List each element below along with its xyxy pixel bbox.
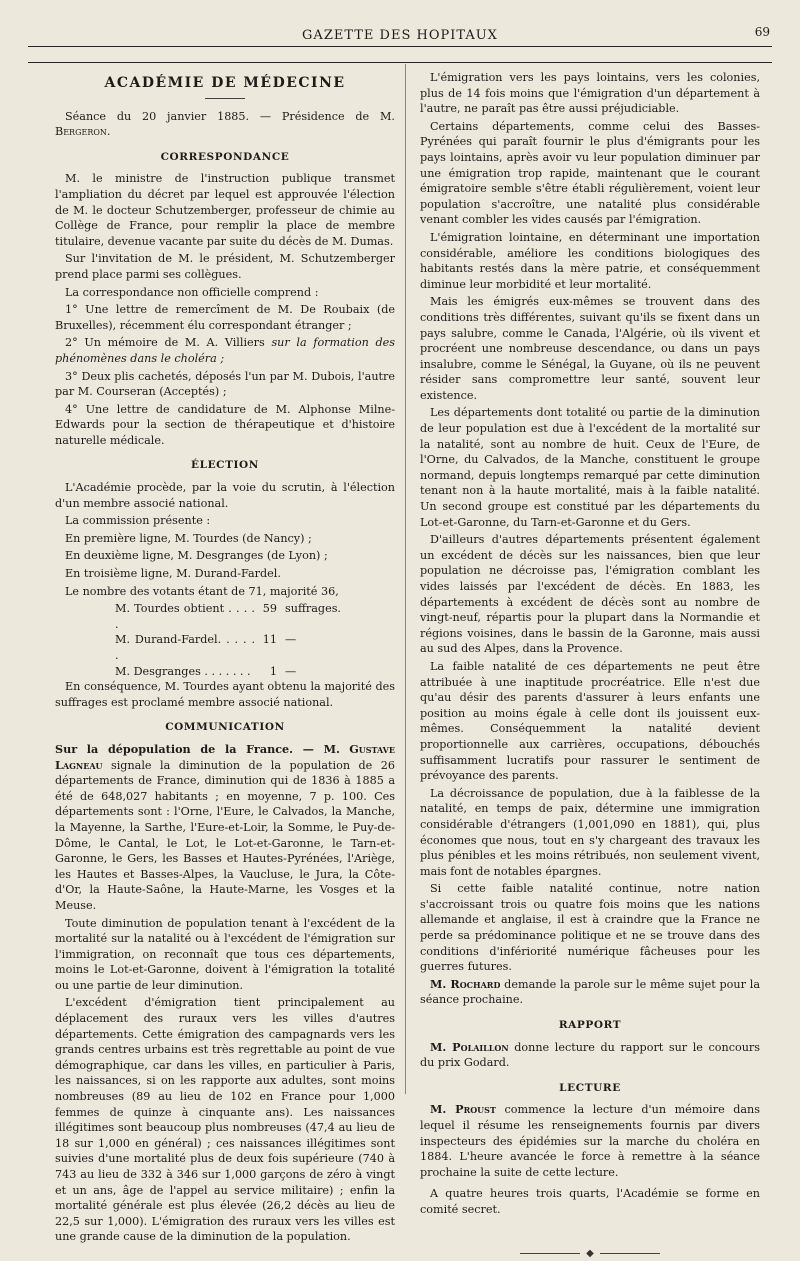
communication-paragraph-1: [55, 742, 395, 914]
corr-paragraph-3: La correspondance non officielle comprend :: [65, 285, 319, 299]
election-paragraph-1: L'Académie procède, par la voie du scrutin, à l'élection d'un membre associé national.: [55, 481, 395, 510]
election-heading: ÉLECTION: [190, 459, 259, 472]
corr-item-2: [55, 335, 395, 366]
proust-text: commence la lecture d'un mémoire dans lequel il résume les renseignements fournis par divers inspecteurs des épidémies sur la marche du choléra en 1884. L'heure avancée le force à remettre à la séance prochaine la suite de cette lecture.: [420, 1103, 761, 1179]
right-paragraph-5: Les départements dont totalité ou partie de la diminution de leur population est due à l'excédent de la mortalité sur la natalité, sont au nombre de huit. Ceux de l'Eure, de l'Orne, du Calvados, de la Manche, constituent le groupe normand, depuis longtemps remarqué par cette diminution tenant non à la haute mortalité, mais à la faible natalité. Un second groupe est constitué par les départements du Lot-et-Garonne, du Tarn-et-Garonne et du Gers.: [420, 406, 760, 529]
polaillon-name: M. Polaillon: [430, 1039, 509, 1054]
session-prefix: Séance du 20 janvier 1885. — Présidence de M.: [65, 109, 395, 123]
right-column: [420, 70, 760, 1261]
vote-label: —: [285, 664, 297, 678]
right-paragraph-4: Mais les émigrés eux-mêmes se trouvent dans des conditions très différentes, suivant qu'ils se fixent dans un pays salubre, comme le Canada, l'Algérie, où ils vivent et procréent une nombreuse descendance, ou dans un pays insalubre, comme le Sénégal, la Guyane, où ils ne peuvent résider sans compromettre leur santé, souvent leur existence.: [420, 295, 760, 402]
vote-name: M. Tourdes obtient . . . . .: [115, 602, 255, 631]
header-rule-secondary: [28, 62, 772, 63]
communication-paragraph-2: Toute diminution de population tenant à l'excédent de la mortalité sur la natalité ou à l'excédent de l'émigration sur l'immigration, on reconnaît que tous ces départements, moins le Lot-et-Garonne, doivent à l'émigration la totalité ou une partie de leur diminution.: [55, 916, 395, 992]
corr-item-1: 1° Une lettre de remercîment de M. De Roubaix (de Bruxelles), récemment élu correspondant étranger ;: [55, 303, 395, 332]
rochard-paragraph: [420, 977, 760, 1008]
vote-row: [115, 601, 395, 632]
corr-paragraph-2: Sur l'invitation de M. le président, M. Schutzemberger prend place parmi ses collègues.: [55, 252, 395, 281]
communication-author: Gustave Lagneau: [55, 741, 395, 772]
section-title: ACADÉMIE DE MÉDECINE: [104, 75, 346, 91]
session-line: Séance du 20 janvier 1885. — Présidence de M. Bergeron.: [55, 109, 395, 139]
rapport-heading: RAPPORT: [558, 1019, 622, 1032]
session-president: Bergeron: [55, 125, 107, 139]
vote-label: —: [285, 633, 297, 647]
proust-name: M. Proust: [430, 1102, 496, 1117]
communication-lead: Sur la dépopulation de la France. — M.: [55, 741, 340, 756]
closing-paragraph: A quatre heures trois quarts, l'Académie se forme en comité secret.: [420, 1187, 760, 1216]
proust-paragraph: [420, 1102, 760, 1180]
polaillon-paragraph: [420, 1040, 760, 1071]
correspondance-heading: CORRESPONDANCE: [160, 150, 290, 163]
election-line-2: En deuxième ligne, M. Desgranges (de Lyon) ;: [65, 549, 328, 563]
election-paragraph-2: La commission présente :: [65, 514, 211, 528]
end-ornament: ◆: [420, 1246, 760, 1261]
right-paragraph-7: La faible natalité de ces départements ne peut être attribuée à une inaptitude procréatrice. Elle n'est due qu'au désir des parents d'assurer à leurs enfants une position au moins égale à celle dont ils jouissent eux-mêmes. Conséquemment la natalité devient proportionnelle aux carrières, occupations, débouchés suffisamment lucratifs pour rassurer le sentiment de prévoyance des parents.: [420, 659, 760, 783]
right-paragraph-3: L'émigration lointaine, en déterminant une importation considérable, améliore les conditions biologiques des habitants restés dans la mère patrie, et conséquemment diminue leur morbidité et leur mortalité.: [420, 230, 760, 291]
right-paragraph-2: Certains départements, comme celui des Basses-Pyrénées qui paraît fournir le plus d'émigrants pour les pays lointains, après avoir vu leur population diminuer par une émigration trop rapide, maintenant que le courant émigratoire semble s'être établi régulièrement, voient leur population s'accroître, une natalité plus considérable venant combler les vides causés par l'émigration.: [420, 119, 760, 227]
vote-count: 1: [269, 664, 277, 678]
rochard-text: demande la parole sur le même sujet pour la séance prochaine.: [420, 977, 760, 1007]
title-rule: [205, 98, 245, 99]
page-header: [30, 22, 770, 52]
page-number: 69: [754, 25, 770, 39]
vote-count: 11: [262, 633, 277, 647]
vote-row: [115, 664, 395, 680]
vote-count: 59: [262, 602, 277, 616]
communication-paragraph-3: L'excédent d'émigration tient principalement au déplacement des ruraux vers les villes d'autres départements. Cette émigration des campagnards vers les grands centres urbains est très regrettable au point de vue démographique, car dans les villes, en particulier à Paris, les naissances, si on les rapporte aux adultes, sont moins nombreuses (89 au lieu de 102 en France pour 1,000 femmes de quinze à cinquante ans). Les naissances illégitimes sont beaucoup plus nombreuses (47,4 au lieu de 18 sur 1,000 en général) ; ces naissances illégitimes sont suivies d'une mortalité plus de deux fois supérieure (740 à 743 au lieu de 332 à 346 sur 1,000 garçons de zéro à vingt et un ans, âge de l'appel au service militaire) ; enfin la mortalité générale est plus élevée (26,2 décès au lieu de 22,5 sur 1,000). L'émigration des ruraux vers les villes est une grande cause de la diminution de la population.: [55, 996, 395, 1244]
communication-text: signale la diminution de la population de 26 départements de France, diminution qui de 1836 à 1885 a été de 648,027 habitants ; en moyenne, 7 p. 100. Ces départements sont : l'Orne, l'Eure, le Calvados, la Manche, la Mayenne, la Sarthe, l'Eure-et-Loir, la Somme, le Puy-de-Dôme, le Cantal, le Lot, le Lot-et-Garonne, le Tarn-et-Garonne, le Gers, les Basses et Hautes-Pyrénées, l'Ariège, les Hautes et Basses-Alpes, la Vaucluse, le Jura, la Côte-d'Or, la Haute-Saône, la Haute-Marne, les Vosges et la Meuse.: [55, 758, 396, 912]
vote-name: M. Durand-Fardel. . . . . .: [115, 633, 255, 662]
election-line-1: En première ligne, M. Tourdes (de Nancy) ;: [65, 531, 312, 545]
corr-item-2-title: sur la formation des phénomènes dans le choléra ;: [55, 336, 395, 365]
election-paragraph-4: En conséquence, M. Tourdes ayant obtenu la majorité des suffrages est proclamé membre associé national.: [55, 680, 395, 709]
column-divider: [405, 64, 406, 1094]
communication-heading: COMMUNICATION: [165, 721, 285, 734]
election-line-3: En troisième ligne, M. Durand-Fardel.: [65, 567, 281, 581]
running-title: GAZETTE DES HOPITAUX: [302, 28, 498, 43]
right-paragraph-6: D'ailleurs d'autres départements présentent également un excédent de décès sur les naissances, bien que leur population ne décroisse pas, l'émigration comblant les vides laissés par l'excédent de décès. En 1883, les départements à excédent de décès sont au nombre de vingt-neuf, répartis pour la plupart dans la Normandie et régions voisines, dans le bassin de la Garonne, mais aussi au sud des Alpes, dans la Provence.: [420, 533, 760, 656]
corr-item-3: 3° Deux plis cachetés, déposés l'un par M. Dubois, l'autre par M. Courseran (Acceptés) ;: [55, 369, 395, 399]
rochard-name: M. Rochard: [430, 976, 501, 991]
vote-name: M. Desgranges . . . . . . .: [115, 664, 251, 678]
vote-results: [115, 601, 395, 679]
polaillon-text: donne lecture du rapport sur le concours du prix Godard.: [420, 1040, 760, 1070]
corr-item-4: 4° Une lettre de candidature de M. Alphonse Milne-Edwards pour la section de thérapeutique et d'histoire naturelle médicale.: [55, 402, 395, 447]
right-paragraph-9: Si cette faible natalité continue, notre nation s'accroissant trois ou quatre fois moins que les nations allemande et anglaise, il est à craindre que la France ne perde sa prédominance politique et ne se trouve dans des conditions d'infériorité numérique fâcheuses pour les guerres futures.: [420, 882, 760, 974]
right-paragraph-1: L'émigration vers les pays lointains, vers les colonies, plus de 14 fois moins que l'émigration d'un département à l'autre, ne paraît pas être aussi préjudiciable.: [420, 71, 760, 116]
lecture-heading: LECTURE: [559, 1081, 621, 1094]
left-column: [55, 70, 395, 1247]
corr-paragraph-1: M. le ministre de l'instruction publique transmet l'ampliation du décret par lequel est approuvée l'élection de M. le docteur Schutzemberger, professeur de chimie au Collège de France, pour remplir la place de membre titulaire, devenue vacante par suite du décès de M. Dumas.: [55, 172, 395, 248]
vote-label: suffrages.: [285, 602, 341, 616]
vote-row: [115, 632, 395, 663]
right-paragraph-8: La décroissance de population, due à la faiblesse de la natalité, en temps de paix, détermine une immigration considérable d'étrangers (1,001,090 en 1881), qui, plus économes que nous, tout en s'y chargeant des travaux les plus pénibles et les moins rétribués, non seulement vivent, mais font de notables épargnes.: [420, 786, 760, 878]
header-rule: [28, 46, 772, 47]
corr-item-2-text: 2° Un mémoire de M. A. Villiers: [65, 336, 265, 350]
election-paragraph-3: Le nombre des votants étant de 71, majorité 36,: [65, 584, 339, 598]
